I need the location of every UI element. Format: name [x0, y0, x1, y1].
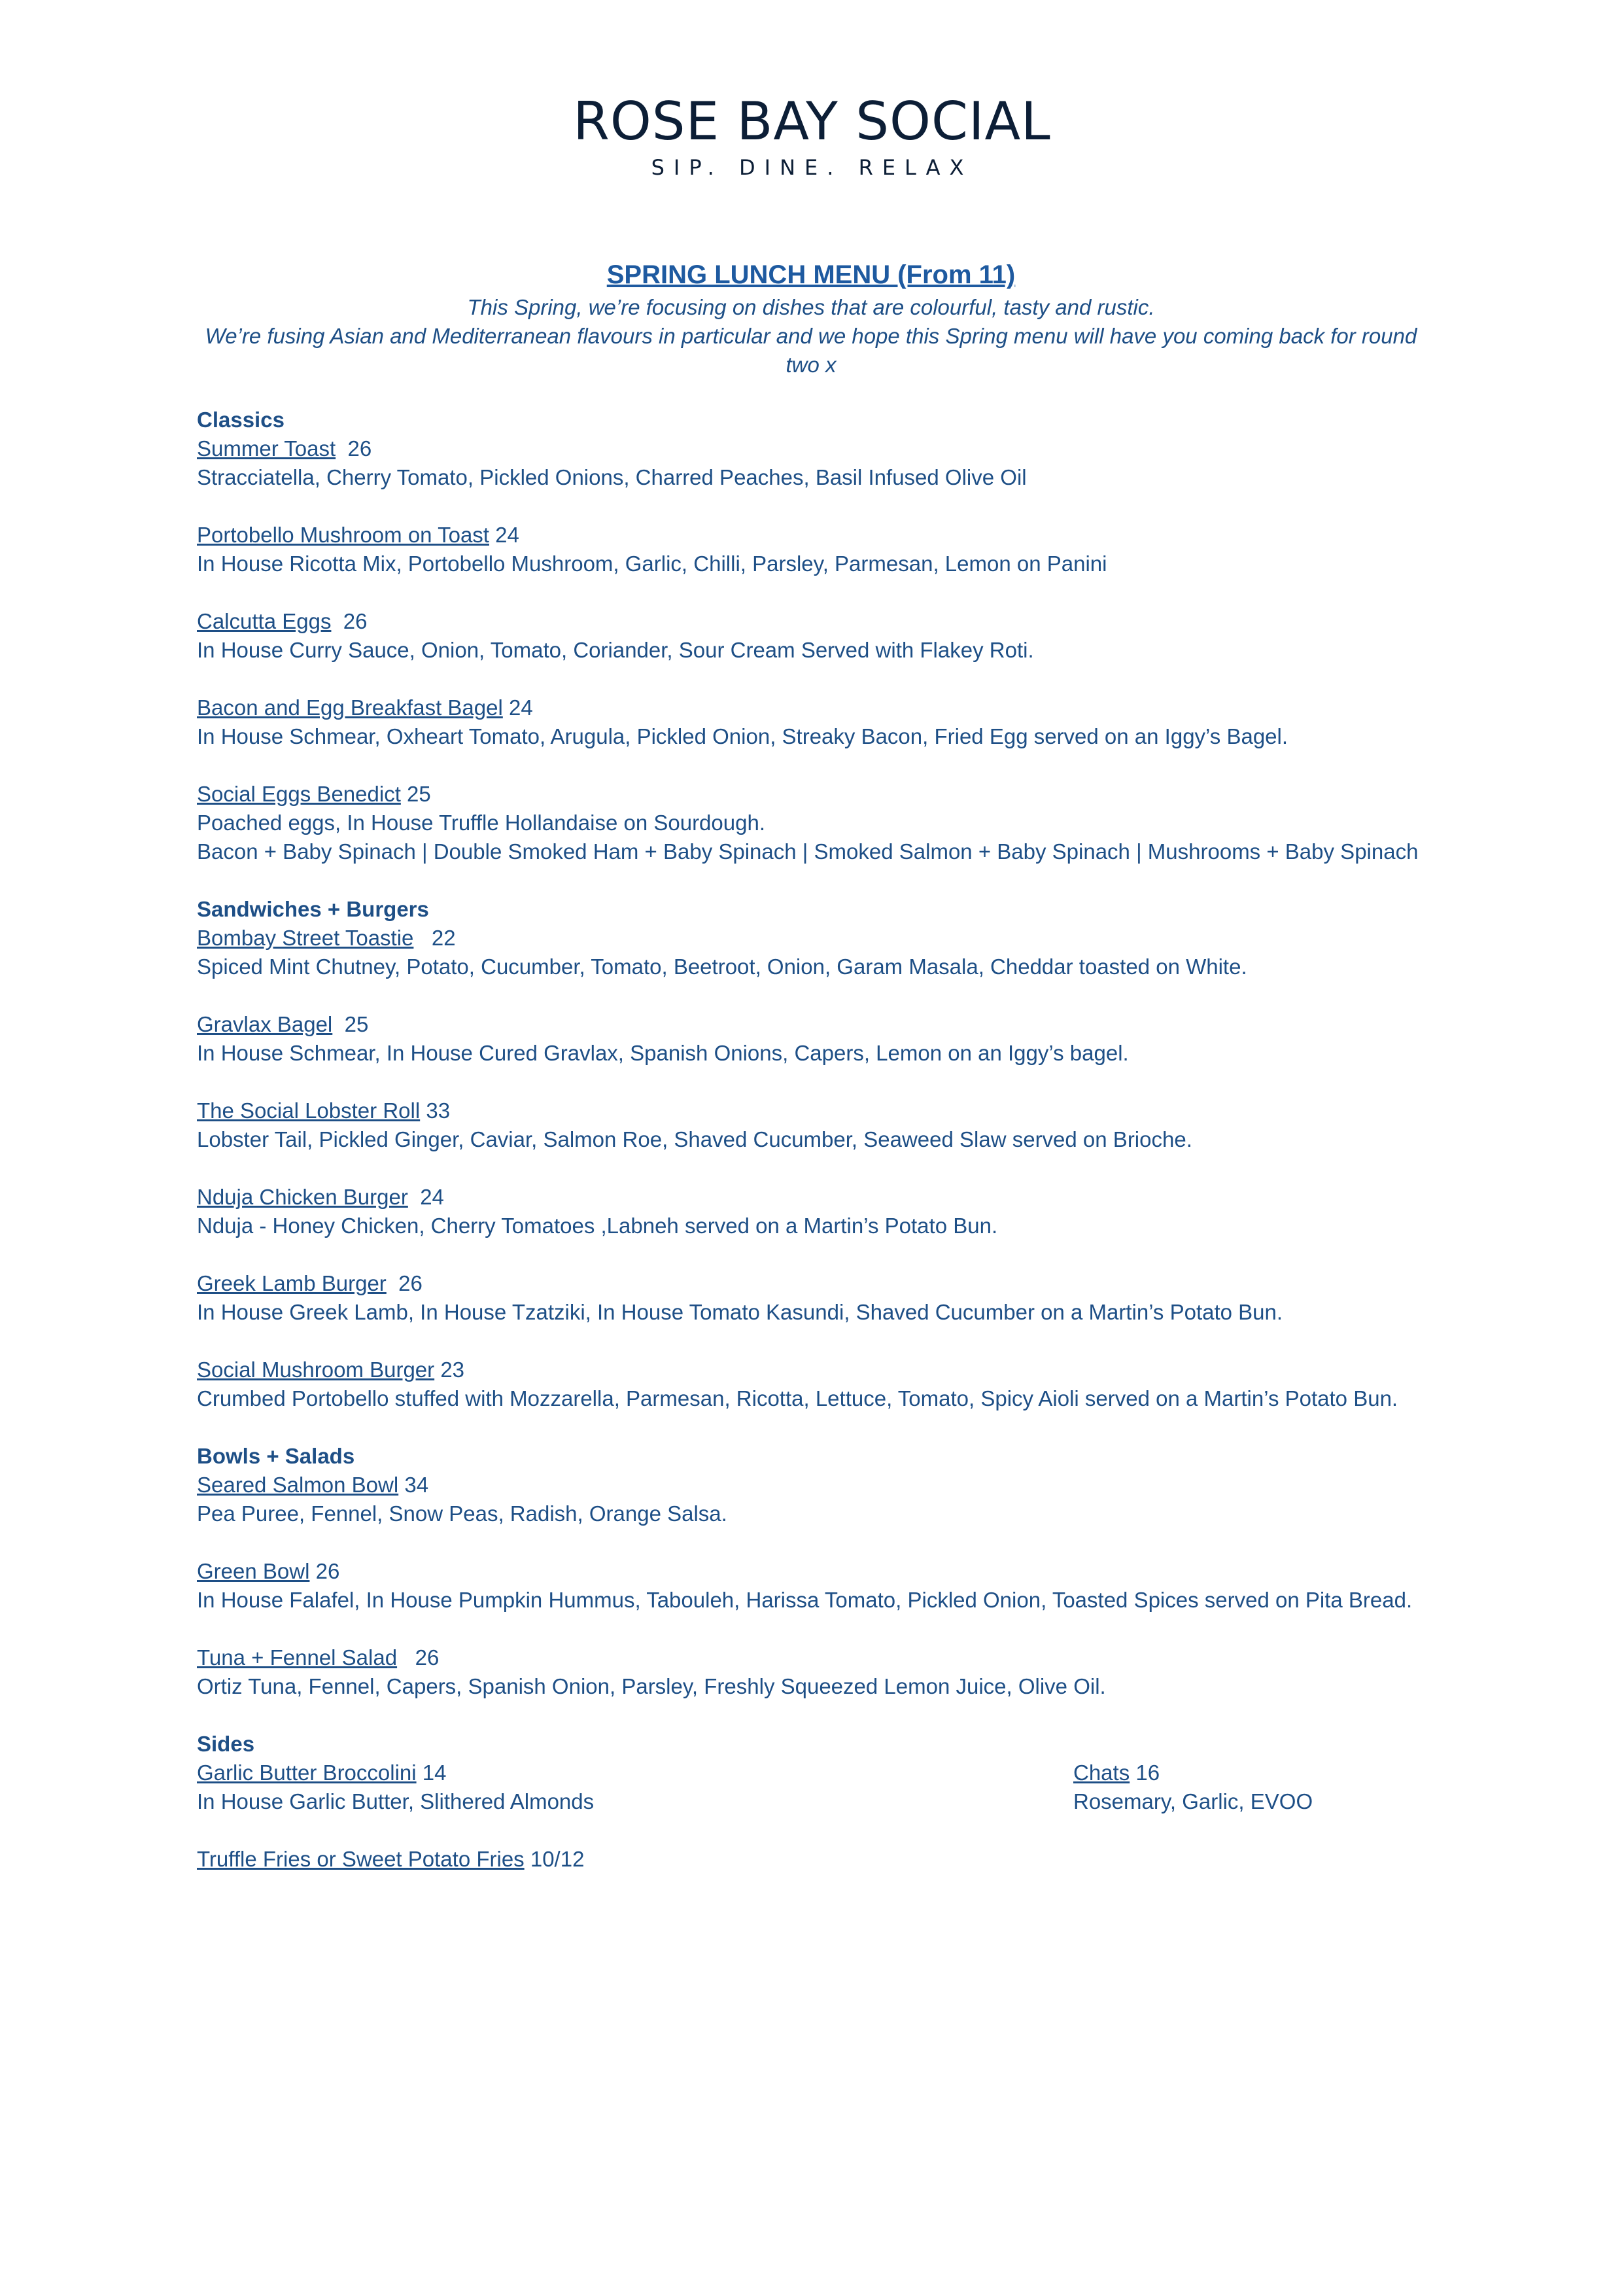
menu-item — [197, 1845, 1440, 1874]
section-bowls-salads — [197, 1442, 1440, 1701]
item-name: Nduja Chicken Burger — [197, 1185, 408, 1209]
item-name: Seared Salmon Bowl — [197, 1473, 399, 1497]
item-name: Greek Lamb Burger — [197, 1271, 387, 1295]
section-title: Bowls + Salads — [197, 1444, 355, 1468]
item-price: 26 — [347, 436, 372, 461]
item-description: Spiced Mint Chutney, Potato, Cucumber, Tomato, Beetroot, Onion, Garam Masala, Cheddar toasted on White. — [197, 955, 1247, 979]
section-title: Sides — [197, 1732, 255, 1756]
item-description: Rosemary, Garlic, EVOO — [1073, 1789, 1313, 1813]
item-description: In House Curry Sauce, Onion, Tomato, Coriander, Sour Cream Served with Flakey Roti. — [197, 638, 1034, 662]
item-name: Garlic Butter Broccolini — [197, 1761, 417, 1785]
menu-item — [197, 1643, 1440, 1701]
item-price: 26 — [415, 1645, 440, 1670]
item-price: 25 — [407, 782, 431, 806]
item-price: 34 — [404, 1473, 429, 1497]
item-description: Stracciatella, Cherry Tomato, Pickled Onions, Charred Peaches, Basil Infused Olive Oil — [197, 465, 1027, 489]
menu-item — [197, 434, 1440, 492]
item-name: Summer Toast — [197, 436, 336, 461]
section-sides — [197, 1730, 1440, 1874]
sides-row — [197, 1759, 1440, 1816]
menu-intro-line-2: We’re fusing Asian and Mediterranean flavours in particular and we hope this Spring menu will have you coming back for round two x — [205, 324, 1417, 377]
brand-name: ROSE BAY SOCIAL — [573, 91, 1051, 152]
item-description: In House Garlic Butter, Slithered Almonds — [197, 1789, 595, 1813]
item-description: Lobster Tail, Pickled Ginger, Caviar, Salmon Roe, Shaved Cucumber, Seaweed Slaw served on Brioche. — [197, 1127, 1192, 1151]
brand-tagline: SIP. DINE. RELAX — [651, 155, 973, 180]
item-description: In House Ricotta Mix, Portobello Mushroom, Garlic, Chilli, Parsley, Parmesan, Lemon on Panini — [197, 552, 1107, 576]
item-price: 33 — [426, 1098, 451, 1123]
menu-item — [197, 693, 1440, 751]
item-description: In House Greek Lamb, In House Tzatziki, In House Tomato Kasundi, Shaved Cucumber on a Martin’s Potato Bun. — [197, 1300, 1283, 1324]
menu-intro-line-1: This Spring, we’re focusing on dishes that are colourful, tasty and rustic. — [467, 295, 1155, 319]
item-price: 14 — [422, 1761, 447, 1785]
item-name: Gravlax Bagel — [197, 1012, 333, 1036]
item-description: In House Falafel, In House Pumpkin Hummus, Tabouleh, Harissa Tomato, Pickled Onion, Toasted Spices served on Pita Bread. — [197, 1588, 1413, 1612]
menu-item — [197, 607, 1440, 665]
item-description: Ortiz Tuna, Fennel, Capers, Spanish Onion, Parsley, Freshly Squeezed Lemon Juice, Olive Oil. — [197, 1674, 1106, 1698]
menu-item — [197, 521, 1440, 578]
menu-item — [197, 1471, 1440, 1528]
section-title: Sandwiches + Burgers — [197, 897, 429, 921]
item-price: 25 — [344, 1012, 369, 1036]
menu-title-block — [196, 256, 1426, 379]
item-price: 26 — [398, 1271, 423, 1295]
menu-item — [197, 1356, 1440, 1413]
item-options: Bacon + Baby Spinach | Double Smoked Ham + Baby Spinach | Smoked Salmon + Baby Spinach | Mushrooms + Baby Spinach — [197, 839, 1419, 864]
item-name: Bombay Street Toastie — [197, 926, 414, 950]
brand-header — [0, 89, 1624, 181]
menu-item — [197, 1010, 1440, 1068]
menu-item — [197, 1557, 1440, 1615]
section-sandwiches-burgers — [197, 895, 1440, 1413]
section-title: Classics — [197, 408, 285, 432]
item-price: 16 — [1135, 1761, 1160, 1785]
item-price: 26 — [343, 609, 368, 633]
menu-item — [197, 780, 1440, 866]
item-description: Poached eggs, In House Truffle Hollandaise on Sourdough. — [197, 811, 765, 835]
menu-item — [197, 1096, 1440, 1154]
item-name: Calcutta Eggs — [197, 609, 332, 633]
menu-title: SPRING LUNCH MENU (From 11) — [606, 260, 1016, 289]
menu-item — [1073, 1759, 1440, 1816]
menu-item — [197, 1183, 1440, 1240]
item-price: 24 — [420, 1185, 444, 1209]
menu-item — [197, 1269, 1440, 1327]
item-description: Pea Puree, Fennel, Snow Peas, Radish, Orange Salsa. — [197, 1501, 727, 1526]
menu-item — [197, 1759, 594, 1816]
item-name: Bacon and Egg Breakfast Bagel — [197, 695, 503, 720]
item-price: 10/12 — [530, 1847, 585, 1871]
item-name: Portobello Mushroom on Toast — [197, 523, 489, 547]
item-description: Nduja - Honey Chicken, Cherry Tomatoes ,Labneh served on a Martin’s Potato Bun. — [197, 1214, 998, 1238]
item-price: 26 — [315, 1559, 340, 1583]
item-name: Social Eggs Benedict — [197, 782, 401, 806]
item-price: 24 — [495, 523, 519, 547]
item-name: Chats — [1073, 1761, 1130, 1785]
item-price: 23 — [440, 1358, 465, 1382]
item-description: Crumbed Portobello stuffed with Mozzarella, Parmesan, Ricotta, Lettuce, Tomato, Spicy Aioli served on a Martin’s Potato Bun. — [197, 1386, 1398, 1410]
item-description: In House Schmear, Oxheart Tomato, Arugula, Pickled Onion, Streaky Bacon, Fried Egg served on an Iggy’s Bagel. — [197, 724, 1288, 748]
item-description: In House Schmear, In House Cured Gravlax, Spanish Onions, Capers, Lemon on an Iggy’s bagel. — [197, 1041, 1129, 1065]
item-price: 22 — [431, 926, 456, 950]
item-price: 24 — [509, 695, 533, 720]
item-name: The Social Lobster Roll — [197, 1098, 421, 1123]
menu-item — [197, 924, 1440, 981]
item-name: Social Mushroom Burger — [197, 1358, 435, 1382]
item-name: Tuna + Fennel Salad — [197, 1645, 398, 1670]
item-name: Truffle Fries or Sweet Potato Fries — [197, 1847, 525, 1871]
section-classics — [197, 406, 1440, 866]
item-name: Green Bowl — [197, 1559, 310, 1583]
menu-content — [197, 406, 1440, 1874]
